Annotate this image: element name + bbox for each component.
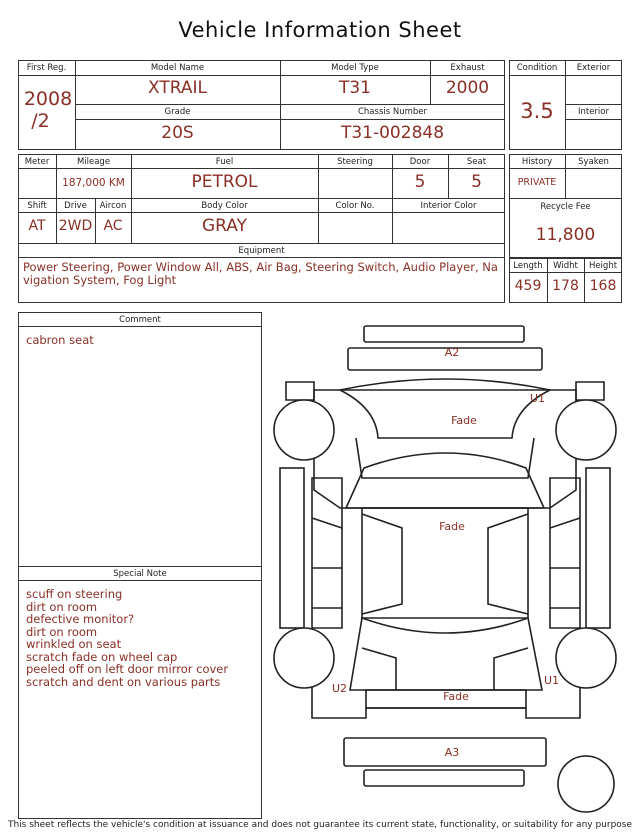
interior-label: Interior bbox=[577, 107, 609, 117]
body-color-label: Body Color bbox=[201, 201, 248, 211]
grade: 20S bbox=[161, 123, 194, 143]
list-item: wrinkled on seat bbox=[26, 637, 122, 651]
grade-label: Grade bbox=[164, 107, 191, 117]
comment-text: cabron seat bbox=[26, 333, 94, 347]
condition-label: Condition bbox=[516, 63, 558, 73]
list-item: dirt on room bbox=[26, 624, 98, 639]
disclaimer-footer: This sheet reflects the vehicle's condition at issuance and does not guarantee its current state, functionality, or suitability for any purpose bbox=[7, 820, 633, 830]
model-type-label: Model Type bbox=[331, 63, 379, 73]
list-item: defective monitor? bbox=[26, 612, 135, 626]
body-color: GRAY bbox=[202, 216, 247, 236]
chassis-label: Chassis Number bbox=[357, 107, 428, 117]
shift: AT bbox=[28, 218, 46, 234]
fuel: PETROL bbox=[191, 172, 258, 192]
steering-label: Steering bbox=[337, 157, 373, 167]
exhaust-label: Exhaust bbox=[450, 63, 485, 73]
interior-color-label: Interior Color bbox=[420, 201, 477, 211]
equipment-list: Power Steering, Power Window All, ABS, Air Bag, Steering Switch, Audio Player, Navigation System, Fog Light bbox=[23, 260, 498, 287]
width-label: Widht bbox=[553, 261, 578, 271]
seat-label: Seat bbox=[466, 157, 487, 167]
page-title: Vehicle Information Sheet bbox=[178, 18, 462, 42]
drive: 2WD bbox=[58, 218, 93, 234]
exterior-label: Exterior bbox=[576, 63, 611, 73]
fuel-label: Fuel bbox=[215, 157, 234, 167]
first-reg-month: /2 bbox=[31, 110, 50, 132]
recycle-fee: 11,800 bbox=[535, 225, 596, 245]
history-label: History bbox=[521, 157, 553, 167]
recycle-fee-label: Recycle Fee bbox=[540, 202, 591, 212]
damage-label-u1-front: U1 bbox=[530, 392, 546, 405]
damage-label-fade-roof: Fade bbox=[439, 520, 465, 533]
drive-label: Drive bbox=[64, 201, 87, 211]
color-no-label: Color No. bbox=[335, 201, 375, 211]
mileage: 187,000 KM bbox=[62, 177, 125, 189]
special-note-list bbox=[26, 588, 258, 688]
list-item: scratch fade on wheel cap bbox=[26, 649, 178, 664]
list-item: dirt on room bbox=[26, 599, 98, 614]
model-name: XTRAIL bbox=[148, 78, 207, 98]
door: 5 bbox=[414, 172, 426, 192]
list-item: peeled off on left door mirror cover bbox=[26, 662, 229, 676]
special-note-label: Special Note bbox=[113, 569, 167, 579]
length-label: Length bbox=[513, 261, 543, 271]
chassis-number: T31-002848 bbox=[340, 123, 445, 143]
meter-label: Meter bbox=[24, 157, 50, 167]
model-name-label: Model Name bbox=[150, 63, 205, 73]
damage-label-a3: A3 bbox=[444, 746, 460, 759]
damage-label-u1-rear: U1 bbox=[544, 674, 560, 687]
damage-label-fade-hood: Fade bbox=[451, 414, 477, 427]
damage-label-a2: A2 bbox=[444, 346, 460, 359]
damage-label-u2: U2 bbox=[332, 682, 348, 695]
door-label: Door bbox=[409, 157, 431, 167]
history: PRIVATE bbox=[517, 177, 557, 188]
condition-score: 3.5 bbox=[520, 99, 554, 123]
height-label: Height bbox=[588, 261, 618, 271]
width: 178 bbox=[552, 278, 579, 294]
seat: 5 bbox=[471, 172, 482, 192]
model-type: T31 bbox=[338, 78, 372, 98]
equipment-label: Equipment bbox=[238, 246, 285, 256]
aircon-label: Aircon bbox=[99, 201, 127, 211]
damage-label-fade-rear: Fade bbox=[443, 690, 469, 703]
syaken-label: Syaken bbox=[578, 157, 609, 167]
list-item: scuff on steering bbox=[26, 587, 123, 601]
comment-label: Comment bbox=[119, 315, 161, 325]
aircon: AC bbox=[103, 218, 123, 234]
height: 168 bbox=[589, 278, 617, 294]
car-damage-diagram bbox=[266, 318, 636, 818]
exhaust: 2000 bbox=[445, 78, 490, 98]
list-item: scratch and dent on various parts bbox=[26, 674, 221, 689]
shift-label: Shift bbox=[27, 201, 47, 211]
first-reg-label: First Reg. bbox=[26, 63, 67, 73]
first-reg-year: 2008 bbox=[23, 88, 73, 110]
length: 459 bbox=[514, 278, 542, 294]
mileage-label: Mileage bbox=[76, 157, 111, 167]
